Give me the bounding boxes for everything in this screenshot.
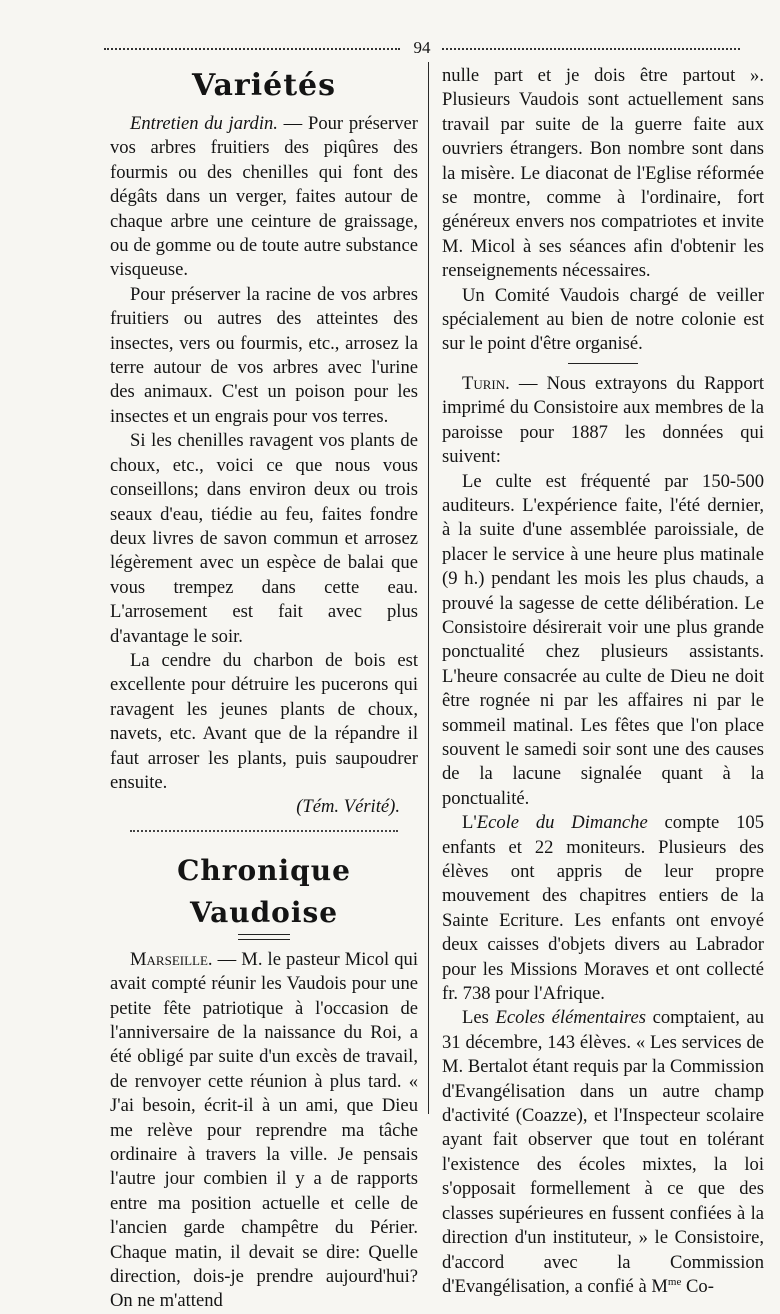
jardin-paragraph-4: La cendre du charbon de bois est excellente pour détruire les pucerons qui ravagent les jeunes plants de choux, navets, etc. Avant que de la répandre il faut arroser les plants, puis saupoudrer ensuite.: [110, 649, 418, 793]
jardin-lead: Entretien du jardin.: [130, 113, 278, 134]
jardin-paragraph-3: Si les chenilles ravagent vos plants de choux, etc., voici ce que nous vous conseillons; dans environ deux ou trois seaux d'eau, tiédie au feu, faites fondre deux livres de savon commun et arrosez légèrement avec un espèce de balai que vous trempez dans cette eau. L'arrosement est fait avec plus d'avantage le soir.: [110, 430, 418, 647]
page-header: [104, 38, 740, 58]
page-number: 94: [413, 38, 431, 57]
ecole-dimanche: Ecole du Dimanche: [476, 812, 648, 834]
chronique-heading: Chronique Vaudoise: [177, 853, 351, 929]
jardin-source: (Tém. Vérité).: [296, 796, 400, 818]
turin-text: — Nous extrayons du Rapport imprimé du Consistoire aux membres de la paroisse pour 1887 les données qui suivent:: [442, 372, 764, 468]
p3-prefix: L': [462, 812, 477, 834]
turin-paragraph-4: [442, 1006, 764, 1299]
marseille-place: Marseille.: [130, 948, 213, 970]
jardin-paragraph-1: [110, 112, 418, 283]
jardin-paragraph-2: Pour préserver la racine de vos arbres fruitiers ou autres des atteintes des insectes, vers ou fourmis, etc., arrosez la terre autour de vos arbres avec l'urine des animaux. C'est un poison pour les insectes et un engrais pour vos terres.: [110, 283, 418, 427]
p4-prefix: Les: [462, 1007, 496, 1029]
marseille-continued: nulle part et je dois être partout ». Plusieurs Vaudois sont actuellement sans travail par suite de la guerre faite aux ouvriers étrangers. Bon nombre sont dans la misère. Le diaconat de l'Eglise réformée se montre, comme à l'ordinaire, fort généreux envers nos compatriotes et invite M. Micol à ses séances afin d'obtenir les renseignements nécessaires.: [442, 65, 764, 282]
p4-end: Co-: [681, 1275, 714, 1297]
section-separator: [130, 830, 398, 842]
p4-text: comptaient, au 31 décembre, 143 élèves. « Les services de M. Bertalot étant requis par la Commission d'Evangélisation dans un autre champ d'activité (Coazze), et l'Inspecteur scolaire ayant fait observer que tout en tolérant l'existence des écoles mixtes, la loi s'opposait formellement à ce que des classes supérieures en fussent confiées à la direction d'un instituteur, » le Consistoire, d'accord avec la Commission d'Evangélisation, a confié à M: [442, 1007, 765, 1297]
varietes-heading: Variétés: [191, 68, 337, 103]
left-column: [110, 64, 418, 1314]
turin-paragraph-2: Le culte est fréquenté par 150-500 auditeurs. L'expérience faite, l'été dernier, à la suite d'une assemblée paroissiale, de placer le service à une heure plus matinale (9 h.) pendant les mois les plus chauds, a prouvé la sagesse de cette délibération. Le Consistoire désirerait voir une plus grande ponctualité chez plusieurs assistants. L'heure consacrée au culte de Dieu ne doit être rognée ni par les affaires ni par le sommeil matinal. Les fêtes que l'on place souvent le samedi soir sont une des causes de la lacune signalée quant à la ponctualité.: [442, 470, 764, 809]
p3-text: compte 105 enfants et 22 moniteurs. Plusieurs des élèves ont appris de leur propre mouvement des chapitres entiers de la Sainte Ecriture. Les enfants ont envoyé deux caisses d'objets divers au Labrador pour les Missions Moraves et ont collecté fr. 738 pour l'Afrique.: [442, 812, 764, 1005]
ecoles-elementaires: Ecoles élémentaires: [495, 1007, 646, 1029]
comite-paragraph: Un Comité Vaudois chargé de veiller spécialement au bien de notre colonie est sur le point d'être organisé.: [442, 284, 764, 355]
turin-paragraph-1: [442, 372, 764, 470]
turin-paragraph-3: [442, 811, 764, 1006]
right-column: [442, 64, 764, 1299]
header-rule-left: [104, 48, 400, 50]
marseille-paragraph: [110, 948, 418, 1314]
jardin-p1-text: — Pour préserver vos arbres fruitiers des piqûres des fourmis ou des chenilles qui font des dégâts dans un verger, faites autour de chaque arbre une ceinture de graissage, ou de gomme ou de toute autre substance visqueuse.: [110, 113, 418, 281]
heading-ornament: [238, 934, 290, 940]
header-rule-right: [442, 48, 740, 50]
column-divider: [428, 62, 429, 1114]
short-separator: [568, 363, 638, 364]
p4-superscript: me: [667, 1275, 682, 1288]
turin-place: Turin.: [462, 372, 510, 394]
marseille-text: — M. le pasteur Micol qui avait compté réunir les Vaudois pour une petite fête patriotique à l'occasion de l'anniversaire de la naissance du Roi, a été obligé par suite d'un excès de travail, de renvoyer cette réunion à plus tard. « J'ai besoin, écrit-il à un ami, que Dieu me relève pour reprendre ma tâche ordinaire à travers la ville. Je pensais l'autre jour combien il y a de rapports entre ma position actuelle et celle de l'ancien garde champêtre du Périer. Chaque matin, il devait se dire: Quelle direction, dois-je prendre aujourd'hui? On ne m'attend: [110, 948, 418, 1312]
